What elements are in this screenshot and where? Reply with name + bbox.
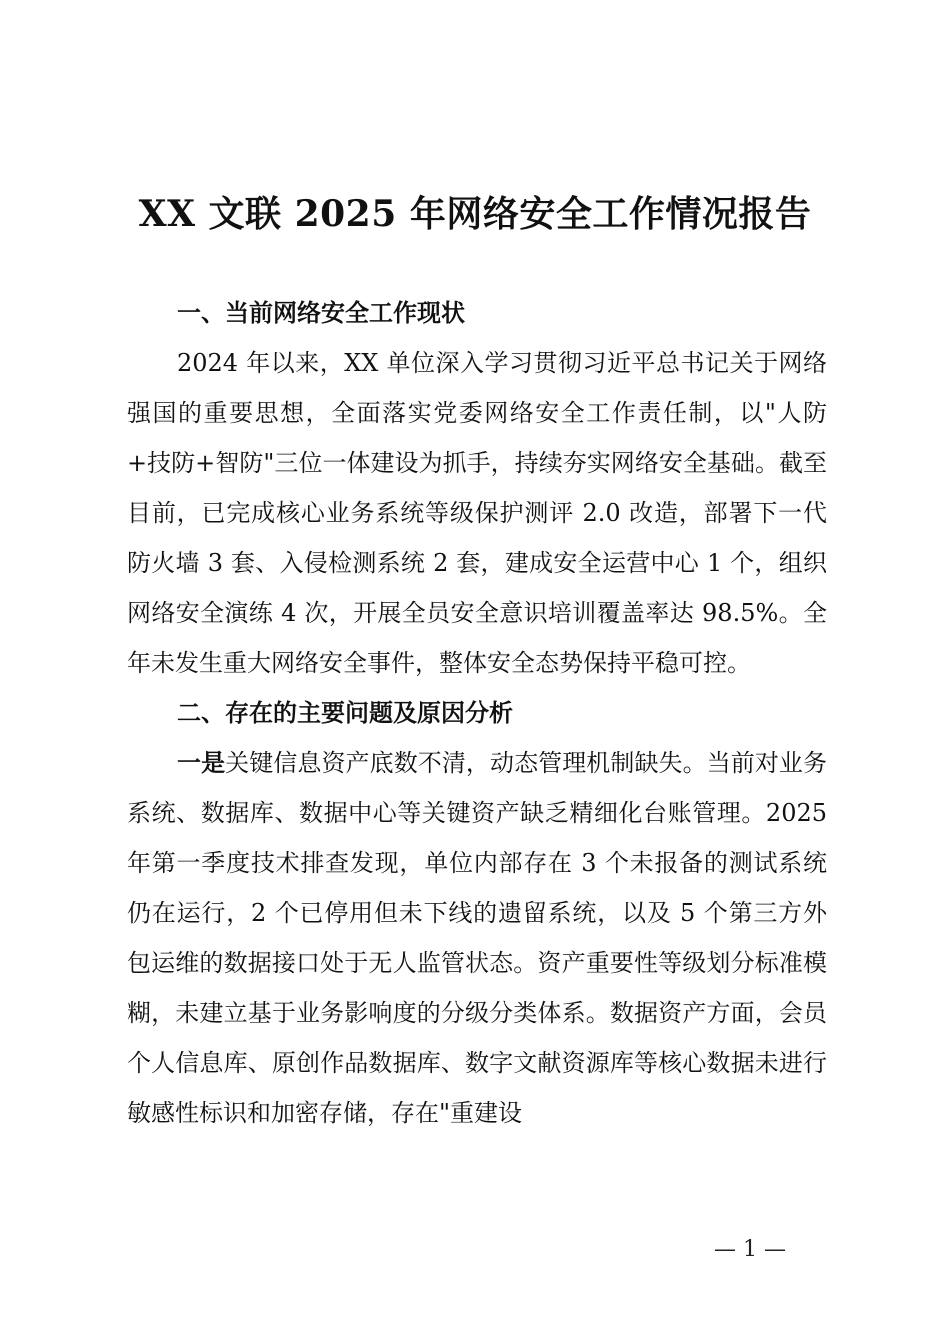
document-title: XX 文联 2025 年网络安全工作情况报告: [138, 193, 812, 235]
page-number: — 1 —: [714, 1237, 786, 1262]
section-paragraph-current-status: 2024 年以来，XX 单位深入学习贯彻习近平总书记关于网络强国的重要思想，全面落实党委网络安全工作责任制，以"人防+技防+智防"三位一体建设为抓手，持续夯实网络安全基础。截至目前，已完成核心业务系统等级保护测评 2.0 改造，部署下一代防火墙 3 套、入侵检测系统 2 套，建成安全运营中心 1 个，组织网络安全演练 4 次，开展全员安全意识培训覆盖率达 98.5%。全年未发生重大网络安全事件，整体安全态势保持平稳可控。: [127, 349, 827, 677]
paragraph-text: 关键信息资产底数不清，动态管理机制缺失。当前对业务系统、数据库、数据中心等关键资产缺乏精细化台账管理。2025 年第一季度技术排查发现，单位内部存在 3 个未报备的测试系统仍在运行，2 个已停用但未下线的遗留系统，以及 5 个第三方外包运维的数据接口处于无人监管状态。资产重要性等级划分标准模糊，未建立基于业务影响度的分级分类体系。数据资产方面，会员个人信息库、原创作品数据库、数字文献资源库等核心数据未进行敏感性标识和加密存储，存在"重建设: [127, 749, 828, 1127]
document-body: [127, 288, 827, 1138]
section-paragraph-problems: [127, 738, 827, 1138]
paragraph-lead-label: 一是: [177, 748, 226, 777]
section-heading-problems: 二、存在的主要问题及原因分析: [177, 699, 513, 727]
section-heading-current-status: 一、当前网络安全工作现状: [177, 299, 465, 327]
